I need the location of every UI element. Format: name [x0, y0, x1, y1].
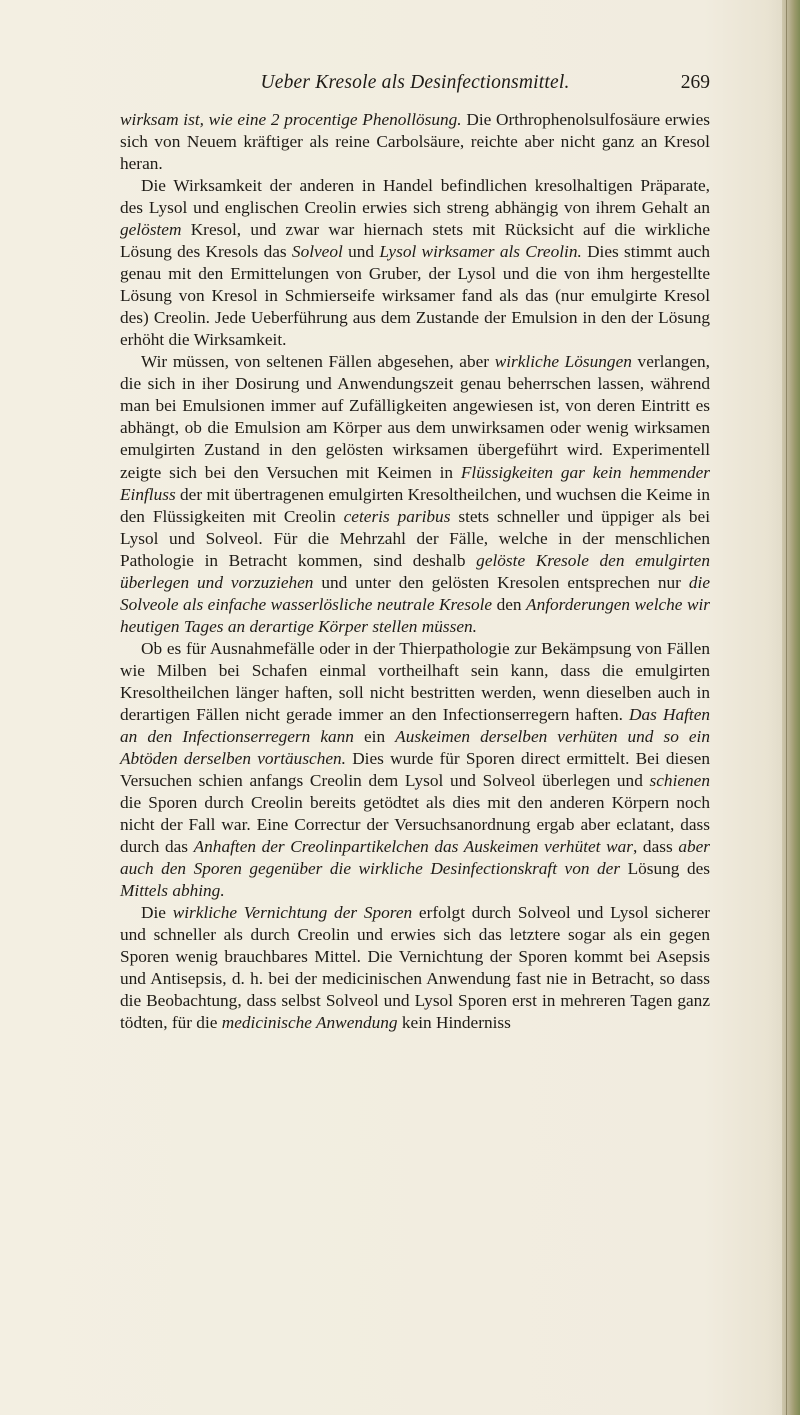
- book-spine-edge: [782, 0, 800, 1415]
- italic-run: wirksam ist, wie eine 2 procentige Phenollösung.: [120, 110, 462, 129]
- italic-run: gelöste Kresole den emulgirten überlegen und vorzuziehen: [120, 550, 710, 592]
- page-header: [120, 72, 710, 106]
- page-number: 269: [680, 72, 710, 93]
- paragraph-1: [120, 109, 710, 175]
- italic-run: gelöstem: [120, 220, 182, 240]
- text-run: und: [342, 242, 380, 262]
- paragraph-5: [120, 902, 710, 1034]
- italic-run: aber auch den Sporen gegenüber die wirkliche Desinfectionskraft von der: [120, 837, 710, 879]
- italic-run: schienen: [649, 770, 710, 790]
- text-run: die Sporen durch Creolin bereits getödtet als dies mit den anderen Körpern noch nicht der Fall war. Eine Correctur der Versuchsanordnung ergab aber eclatant, dass durch das: [120, 792, 710, 857]
- text-run: der mit übertragenen emulgirten Kresoltheilchen, und wuchsen die Keime in den Flüssigkeiten mit Creolin: [120, 484, 710, 526]
- text-run: Ob es für Ausnahmefälle oder in der Thierpathologie zur Bekämpsung von Fällen wie Milben bei Schafen einmal vortheilhaft sein kann, dass die emulgirten Kresoltheilchen länger haften, soll nicht bestritten werden, wenn dieselben auch in derartigen Fällen nicht gerade immer an den Infectionserregern haften.: [120, 638, 710, 724]
- italic-run: Mittels abhing.: [120, 881, 225, 901]
- text-run: Dies wurde für Sporen direct ermittelt. Bei diesen Versuchen schien anfangs Creolin dem Lysol und Solveol überlegen und: [120, 748, 710, 790]
- text-run: Die Orthrophenolsulfosäure erwies sich von Neuem kräftiger als reine Carbolsäure, reichte aber nicht ganz an Kresol heran.: [120, 110, 710, 174]
- italic-run: die Solveole als einfache wasserlösliche neutrale Kresole: [120, 572, 710, 614]
- italic-run: wirkliche Vernichtung der Sporen: [172, 903, 413, 923]
- text-run: Lösung des: [620, 859, 710, 879]
- italic-run: Anforderungen welche wir heutigen Tages an derartige Körper stellen müssen.: [120, 594, 711, 636]
- italic-run: Auskeimen derselben verhüten und so ein Abtöden derselben vortäuschen.: [120, 726, 710, 768]
- text-run: Dies stimmt auch genau mit den Ermittelungen von Gruber, der Lysol und die von ihm hergestellte Lösung von Kresol in Schmierseife wirksamer fand als das (nur emulgirte Kresol des) Creolin. Jede Ueberführung aus dem Zustande der Emulsion in den der Lösung erhöht die Wirksamkeit.: [120, 242, 710, 350]
- text-run: Wir müssen, von seltenen Fällen abgesehen, aber: [141, 352, 495, 372]
- text-run: den: [492, 594, 527, 614]
- paragraph-4: [120, 638, 710, 902]
- italic-run: Solveol: [291, 242, 343, 262]
- italic-run: medicinische Anwendung: [221, 1013, 398, 1033]
- italic-run: Anhaften der Creolinpartikelchen das Auskeimen verhütet war: [193, 837, 633, 857]
- running-title: Ueber Kresole als Desinfectionsmittel.: [260, 72, 570, 93]
- text-run: Die Wirksamkeit der anderen in Handel befindlichen kresolhaltigen Präparate, des Lysol und englischen Creolin erwies sich streng abhängig von ihrem Gehalt an: [120, 176, 710, 218]
- text-run: kein Hinderniss: [397, 1013, 511, 1033]
- text-run: erfolgt durch Solveol und Lysol sicherer und schneller als durch Creolin und erwies sich das letztere sogar als ein gegen Sporen wenig brauchbares Mittel. Die Vernichtung der Sporen kommt bei Asepsis und Antisepsis, d. h. bei der medicinischen Anwendung fast nie in Betracht, so dass die Beobachtung, dass selbst Solveol und Lysol Sporen erst in mehreren Tagen ganz tödten, für die: [120, 903, 710, 1033]
- text-run: verlangen, die sich in iher Dosirung und Anwendungszeit genau beherrschen lassen, während man bei Emulsionen immer auf Zufälligkeiten angewiesen ist, von deren Eintritt es abhängt, ob die Emulsion am Körper aus dem unwirksamen oder wenig wirksamen emulgirten Zustand in den gelösten wirksamen übergeführt wird. Experimentell zeigte sich bei den Versuchen mit Keimen in: [120, 352, 710, 482]
- italic-run: Lysol wirksamer als Creolin.: [379, 242, 582, 262]
- italic-run: Das Haften an den Infectionserregern kann: [120, 704, 711, 746]
- body-text: [120, 109, 710, 1034]
- italic-run: Flüssigkeiten gar kein hemmender Einfluss: [120, 462, 710, 504]
- text-run: Die: [141, 903, 173, 923]
- italic-run: ceteris paribus: [343, 506, 451, 526]
- text-run: Kresol, und zwar war hiernach stets mit Rücksicht auf die wirkliche Lösung des Kresols das: [120, 220, 710, 262]
- text-run: , dass: [633, 837, 679, 857]
- text-run: und unter den gelösten Kresolen entsprechen nur: [313, 572, 689, 592]
- text-run: stets schneller und üppiger als bei Lysol und Solveol. Für die Mehrzahl der Fälle, welche in der menschlichen Pathologie in Betracht kommen, sind deshalb: [120, 506, 710, 570]
- italic-run: wirkliche Lösungen: [494, 352, 632, 372]
- paragraph-2: [120, 175, 710, 351]
- text-run: ein: [353, 726, 396, 746]
- paragraph-3: [120, 351, 710, 637]
